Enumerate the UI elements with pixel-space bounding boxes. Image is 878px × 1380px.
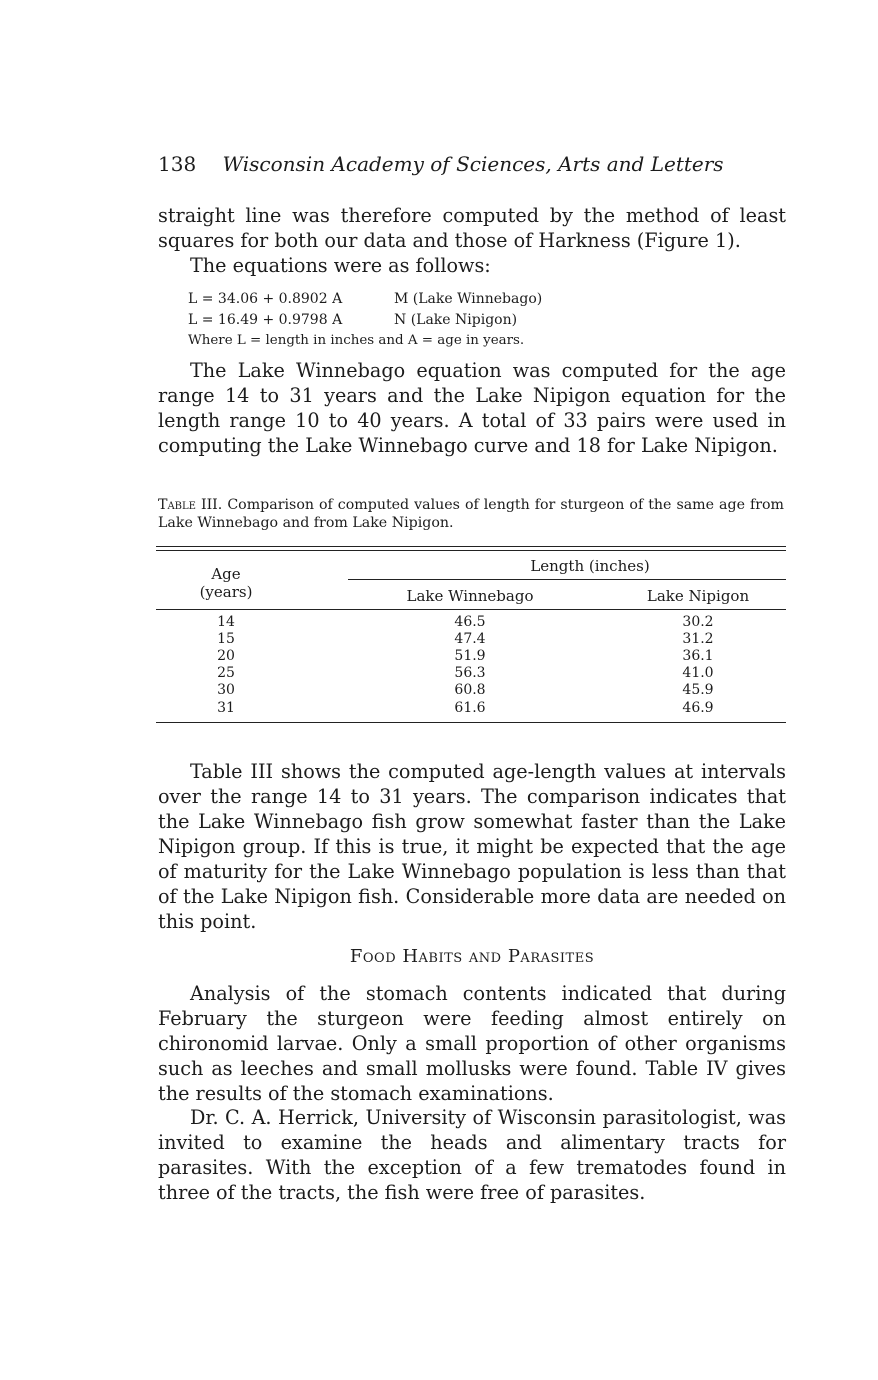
journal-title: Wisconsin Academy of Sciences, Arts and Letters xyxy=(222,152,724,176)
cell-winnebago: 56.3 xyxy=(454,665,486,681)
cell-nipigon: 46.9 xyxy=(682,700,714,716)
cell-nipigon: 30.2 xyxy=(682,614,714,630)
header-age-units: (years) xyxy=(199,583,253,601)
header-lake-nipigon: Lake Nipigon xyxy=(646,587,750,605)
table-caption-text: Comparison of computed values of length for sturgeon of the same age from Lake Winnebago and from Lake Nipigon. xyxy=(158,497,785,531)
cell-age: 31 xyxy=(217,700,235,716)
section-heading: Food Habits and Parasites xyxy=(349,946,595,967)
table-top-rule xyxy=(156,546,786,547)
cell-winnebago: 51.9 xyxy=(454,648,486,664)
paragraph-table-discussion: Table III shows the computed age-length values at intervals over the range 14 to 31 years. The comparison indicates that the Lake Winnebago fish grow somewhat faster than the Lake Nipigon group. If this is true, it might be expected that the age of maturity for the Lake Winnebago population is less than that of the Lake Nipigon fish. Considerable more data are needed on this point. xyxy=(158,760,786,933)
length-span-rule xyxy=(348,579,786,580)
cell-winnebago: 61.6 xyxy=(454,700,486,716)
equation-formula: L = 34.06 + 0.8902 A xyxy=(188,291,343,307)
paragraph-food-habits: Analysis of the stomach contents indicated that during February the sturgeon were feeding almost entirely on chironomid larvae. Only a small proportion of other organisms such as leeches and small mollusks were found. Table IV gives the results of the stomach examinations. xyxy=(158,982,786,1105)
cell-nipigon: 41.0 xyxy=(682,665,714,681)
table-bottom-rule xyxy=(156,722,786,723)
cell-age: 14 xyxy=(217,614,235,630)
cell-age: 15 xyxy=(217,631,235,647)
page-number: 138 xyxy=(158,152,197,176)
cell-age: 25 xyxy=(217,665,235,681)
header-lake-winnebago: Lake Winnebago xyxy=(406,587,534,605)
cell-winnebago: 60.8 xyxy=(454,682,486,698)
cell-winnebago: 46.5 xyxy=(454,614,486,630)
equation-label: N (Lake Nipigon) xyxy=(394,312,518,328)
equation-legend: Where L = length in inches and A = age in years. xyxy=(188,333,525,348)
cell-nipigon: 45.9 xyxy=(682,682,714,698)
header-length: Length (inches) xyxy=(530,557,650,575)
table-caption xyxy=(158,496,784,532)
table-caption-label: Table III. xyxy=(158,497,223,513)
cell-nipigon: 36.1 xyxy=(682,648,714,664)
equation-nipigon xyxy=(188,310,517,330)
equation-label: M (Lake Winnebago) xyxy=(394,291,543,307)
cell-winnebago: 47.4 xyxy=(454,631,486,647)
cell-nipigon: 31.2 xyxy=(682,631,714,647)
header-bottom-rule xyxy=(156,609,786,610)
paragraph-equations-intro: The equations were as follows: xyxy=(190,254,491,277)
header-age: Age xyxy=(211,565,241,583)
table-top-rule-2 xyxy=(156,550,786,551)
paragraph-parasites: Dr. C. A. Herrick, University of Wisconsin parasitologist, was invited to examine the heads and alimentary tracts for parasites. With the exception of a few trematodes found in three of the tracts, the fish were free of parasites. xyxy=(158,1106,786,1204)
equation-winnebago xyxy=(188,289,542,309)
running-header xyxy=(158,152,788,176)
paragraph-text: straight line was therefore computed by the method of least squares for both our data and those of Harkness (Figure 1). xyxy=(158,204,786,252)
paragraph-intro xyxy=(158,203,786,278)
cell-age: 30 xyxy=(217,682,235,698)
equation-formula: L = 16.49 + 0.9798 A xyxy=(188,312,343,328)
paragraph-equation-ranges: The Lake Winnebago equation was computed for the age range 14 to 31 years and the Lake Nipigon equation for the length range 10 to 40 years. A total of 33 pairs were used in computing the Lake Winnebago curve and 18 for Lake Nipigon. xyxy=(158,359,786,457)
cell-age: 20 xyxy=(217,648,235,664)
